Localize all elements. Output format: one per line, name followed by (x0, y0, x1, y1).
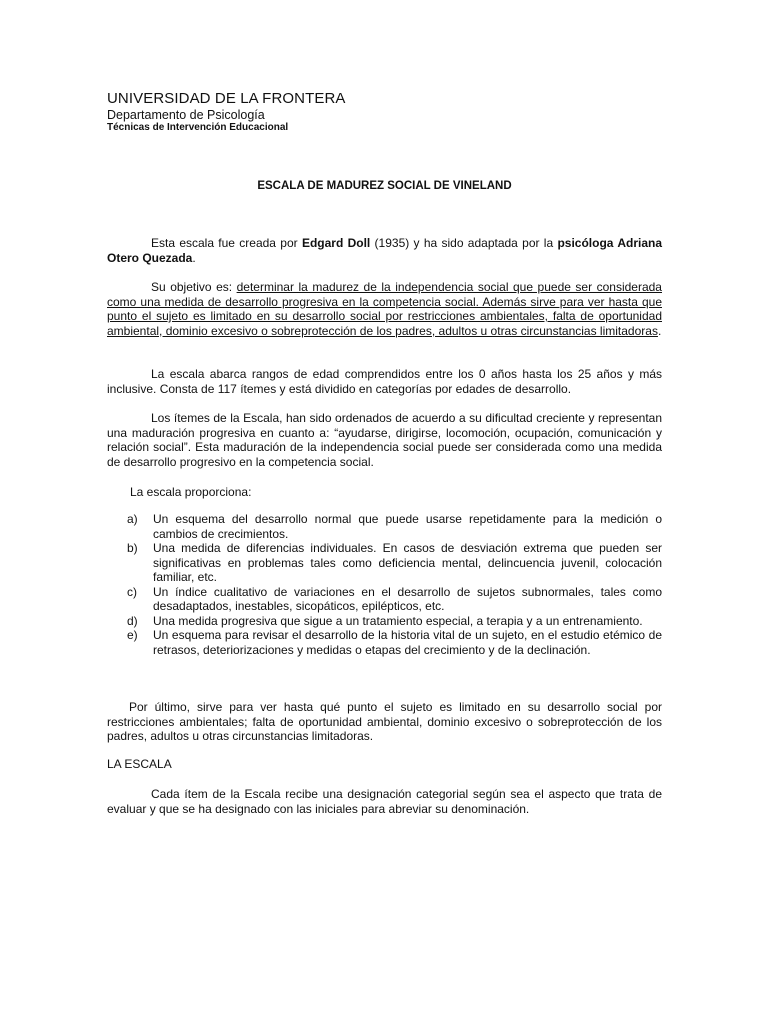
department-name: Departamento de Psicología (107, 108, 265, 122)
list-item-text: Una medida progresiva que sigue a un tratamiento especial, a terapia y a un entrenamiento. (153, 613, 643, 628)
paragraph-objective (107, 280, 662, 338)
p1-text-a: Esta escala fue creada por (151, 236, 302, 250)
list-item (107, 628, 662, 657)
list-item-text: Un esquema para revisar el desarrollo de la historia vital de un sujeto, en el estudio etémico de retrasos, deteriorizaciones y medidas o etapas del crecimiento y de la declinación. (153, 628, 662, 657)
list-item (107, 585, 662, 614)
list-intro: La escala proporciona: (130, 485, 252, 499)
document-title: ESCALA DE MADUREZ SOCIAL DE VINELAND (257, 180, 512, 192)
paragraph-items (107, 411, 662, 469)
list-letter: a) (127, 512, 138, 526)
closing-text: Por último, sirve para ver hasta qué punto el sujeto es limitado en su desarrollo social por restricciones ambientales; falta de oportunidad ambiental, dominio excesivo o sobreprotección de los padres, adultos u otras circunstancias limitadoras. (107, 700, 662, 743)
list-item (107, 512, 662, 541)
paragraph-age-range (107, 367, 662, 396)
paragraph-section (107, 787, 662, 816)
list-letter: b) (127, 541, 138, 555)
university-name: UNIVERSIDAD DE LA FRONTERA (107, 90, 346, 107)
list-letter: d) (127, 613, 138, 628)
author-name: Edgard Doll (301, 236, 371, 250)
p1-text-b: (1935) y ha sido adaptada por la (370, 236, 558, 250)
list-item-text: Un esquema del desarrollo normal que puede usarse repetidamente para la medición o cambios de crecimientos. (153, 512, 662, 541)
list-item-text: Una medida de diferencias individuales. En casos de desviación extrema que pueden ser significativas en problemas tales como deficiencia mental, delincuencia juvenil, colocación familiar, etc. (153, 541, 662, 584)
list-item-text: Un índice cualitativo de variaciones en el desarrollo de sujetos subnormales, tales como desadaptados, inestables, sicopáticos, epilépticos, etc. (153, 584, 662, 613)
p2-text-b: . (657, 323, 662, 338)
p1-text-c: . (192, 250, 196, 265)
p2-text-a: Su objetivo es: (151, 280, 237, 294)
list-item (107, 541, 662, 585)
list-letter: c) (127, 584, 137, 599)
adapter-name: psicóloga Adriana Otero Quezada (107, 236, 662, 265)
section-heading: LA ESCALA (107, 757, 172, 771)
p4-text: Los ítemes de la Escala, han sido ordenados de acuerdo a su dificultad creciente y representan una maduración progresiva en cuanto a: “ayudarse, dirigirse, locomoción, ocupación, comunicación y relación social”. Esta maduración de la independencia social puede ser considerada como una medida de desarrollo progresivo en la competencia social. (107, 411, 662, 469)
provides-list (107, 512, 662, 657)
list-item (107, 614, 662, 629)
objective-underlined: determinar la madurez de la independencia social que puede ser considerada como una medida de desarrollo progresiva en la competencia social. Además sirve para ver hasta que punto el sujeto es limitado en su desarrollo social por restricciones ambientales, falta de oportunidad ambiental, dominio excesivo o sobreprotección de los padres, adultos u otras circunstancias limitadoras (107, 280, 662, 338)
course-name: Técnicas de Intervención Educacional (107, 122, 289, 133)
paragraph-closing (107, 700, 662, 744)
p3-text: La escala abarca rangos de edad comprendidos entre los 0 años hasta los 25 años y más inclusive. Consta de 117 ítemes y está dividido en categorías por edades de desarrollo. (107, 367, 662, 396)
list-letter: e) (127, 628, 138, 642)
section-text: Cada ítem de la Escala recibe una designación categorial según sea el aspecto que trata de evaluar y que se ha designado con las iniciales para abreviar su denominación. (107, 787, 662, 816)
paragraph-authorship (107, 236, 662, 265)
